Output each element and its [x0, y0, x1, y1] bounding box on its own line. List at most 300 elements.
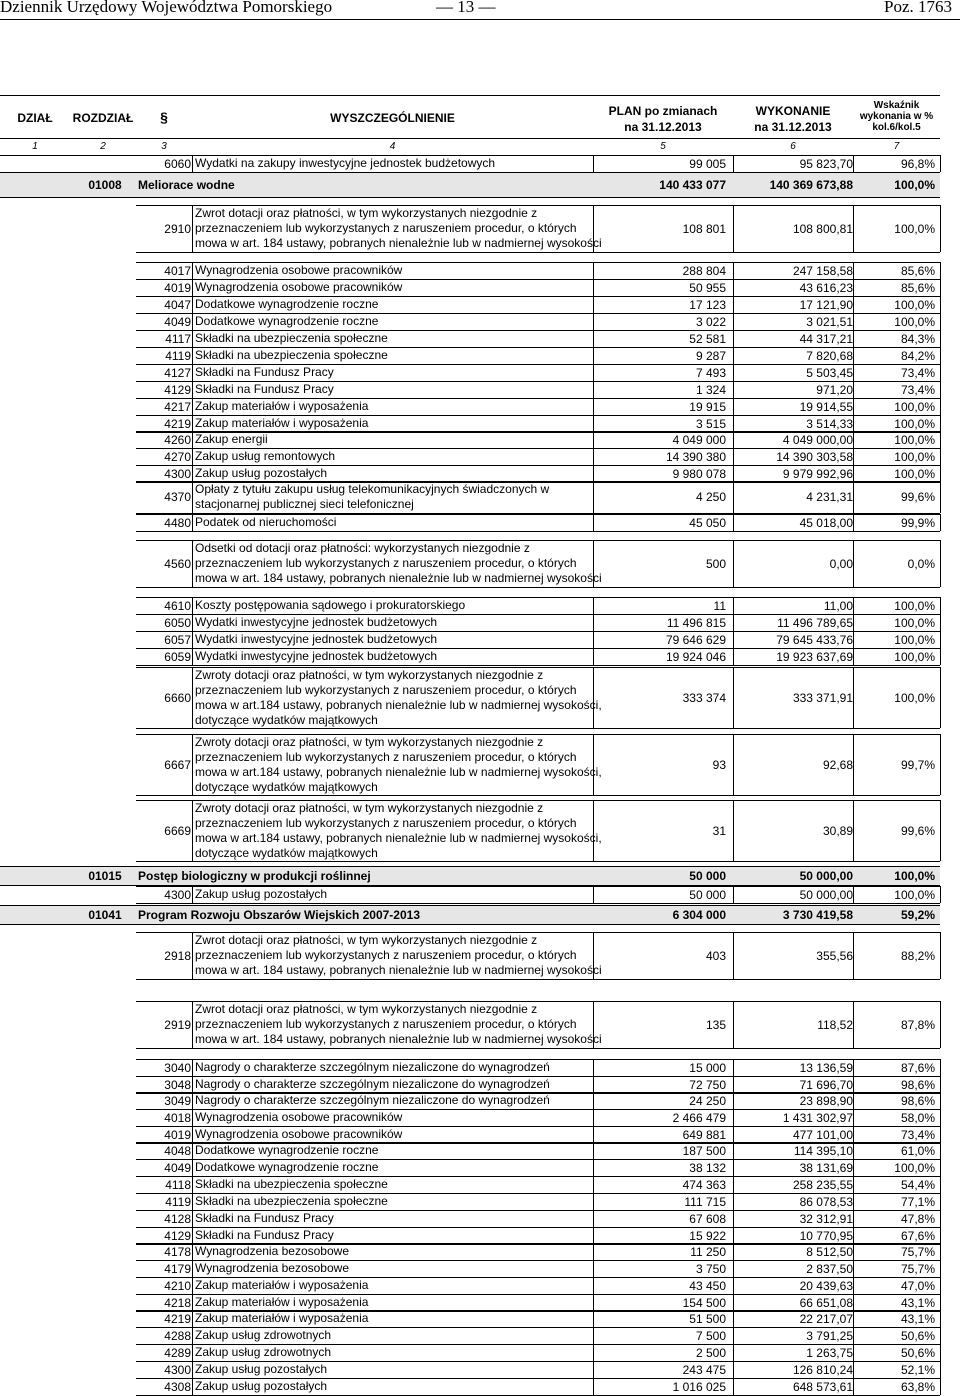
row-cell-divider: [192, 1176, 193, 1193]
execution-value: 45 018,00: [799, 516, 853, 530]
section-top-border: [0, 866, 940, 867]
row-cell-divider: [940, 347, 941, 364]
execution-percent: 43,1%: [900, 1312, 935, 1326]
section-pct: 100,0%: [894, 869, 935, 883]
row-cell-divider: [192, 296, 193, 313]
paragraph-code: 4129: [164, 1229, 191, 1243]
execution-percent: 73,4%: [900, 1128, 935, 1142]
col-number-3: 3: [161, 141, 167, 152]
execution-value: 3 021,51: [806, 315, 853, 329]
row-cell-divider: [192, 1277, 193, 1294]
row-cell-divider: [940, 279, 941, 296]
row-cell-divider: [192, 597, 193, 614]
paragraph-code: 4219: [164, 1312, 191, 1326]
row-cell-divider: [192, 155, 193, 172]
paragraph-code: 4047: [164, 298, 191, 312]
description-line: stacjonarnej publicznej sieci telefonicznej: [195, 497, 414, 511]
row-cell-divider: [192, 1193, 193, 1210]
execution-value: 477 101,00: [792, 1128, 853, 1142]
description-line: Nagrody o charakterze szczególnym niezaliczone do wynagrodzeń: [195, 1093, 550, 1107]
execution-value: 86 078,53: [799, 1195, 853, 1209]
row-cell-divider: [192, 932, 193, 979]
execution-percent: 100,0%: [894, 450, 935, 464]
paragraph-code: 4370: [164, 490, 191, 504]
col-header-wyk-1: WYKONANIE: [755, 104, 831, 118]
description-line: przeznaczeniem lub wykorzystanych z naruszeniem procedur, o których: [195, 750, 577, 764]
col-header-wsk-2: wykonania w %: [859, 111, 934, 122]
execution-percent: 100,0%: [894, 417, 935, 431]
row-cell-divider: [940, 330, 941, 347]
description-line: Składki na Fundusz Pracy: [195, 365, 334, 379]
execution-value: 38 131,69: [799, 1161, 853, 1175]
row-cell-divider: [940, 262, 941, 279]
description-line: Zakup materiałów i wyposażenia: [195, 416, 369, 430]
plan-value: 51 500: [689, 1312, 726, 1326]
row-cell-divider: [940, 448, 941, 465]
description-line: mowa w art.184 ustawy, pobranych nienależnie lub w nadmiernej wysokości,: [195, 831, 602, 845]
row-cell-divider: [940, 597, 941, 614]
paragraph-code: 4219: [164, 417, 191, 431]
execution-value: 1 431 302,97: [782, 1111, 853, 1125]
row-cell-divider: [192, 1159, 193, 1176]
row-cell-divider: [940, 1092, 941, 1109]
execution-value: 9 979 992,96: [782, 467, 853, 481]
section-wyk: 50 000,00: [799, 869, 853, 883]
description-line: Nagrody o charakterze szczególnym niezaliczone do wynagrodzeń: [195, 1077, 550, 1091]
execution-value: 247 158,58: [792, 264, 853, 278]
description-line: Zwrot dotacji oraz płatności, w tym wykorzystanych niezgodnie z: [195, 206, 538, 220]
execution-percent: 73,4%: [900, 366, 935, 380]
paragraph-code: 6050: [164, 616, 191, 630]
plan-value: 14 390 380: [665, 450, 726, 464]
plan-value: 11: [713, 599, 726, 613]
execution-percent: 99,9%: [900, 516, 935, 530]
execution-percent: 96,8%: [900, 157, 935, 171]
row-cell-divider: [940, 886, 941, 903]
execution-percent: 43,1%: [900, 1296, 935, 1310]
row-cell-divider: [940, 1193, 941, 1210]
description-line: Wydatki inwestycyjne jednostek budżetowych: [195, 615, 438, 629]
row-cell-divider: [192, 1361, 193, 1378]
section-plan: 140 433 077: [659, 178, 726, 192]
paragraph-code: 3040: [164, 1061, 191, 1075]
execution-value: 333 371,91: [792, 691, 853, 705]
execution-value: 71 696,70: [799, 1078, 853, 1092]
plan-value: 9 287: [695, 349, 726, 363]
paragraph-code: 3048: [164, 1078, 191, 1092]
paragraph-code: 4019: [164, 281, 191, 295]
row-cell-divider: [192, 465, 193, 482]
section-plan: 50 000: [689, 869, 726, 883]
row-cell-divider: [940, 1142, 941, 1159]
plan-value: 67 608: [689, 1212, 726, 1226]
section-code: 01008: [88, 178, 122, 192]
row-cell-divider: [192, 448, 193, 465]
execution-value: 22 217,07: [799, 1312, 853, 1326]
plan-value: 649 881: [682, 1128, 726, 1142]
execution-value: 126 810,24: [792, 1363, 853, 1377]
paragraph-code: 4178: [164, 1245, 191, 1259]
plan-value: 288 804: [682, 264, 726, 278]
row-cell-divider: [940, 667, 941, 728]
row-cell-divider: [192, 415, 193, 432]
plan-value: 43 450: [689, 1279, 726, 1293]
plan-value: 24 250: [689, 1094, 726, 1108]
header-separator: [0, 138, 940, 139]
paragraph-code: 4129: [164, 383, 191, 397]
table-top-border: [0, 95, 940, 96]
row-cell-divider: [192, 347, 193, 364]
row-cell-divider: [940, 631, 941, 648]
plan-value: 3 515: [695, 417, 726, 431]
paragraph-code: 4118: [165, 1178, 191, 1192]
row-cell-divider: [940, 481, 941, 513]
description-line: Zakup usług zdrowotnych: [195, 1345, 332, 1359]
row-cell-divider: [192, 205, 193, 252]
paragraph-code: 6057: [164, 633, 191, 647]
description-line: Odsetki od dotacji oraz płatności: wykorzystanych niezgodnie z: [195, 541, 530, 555]
row-cell-divider: [940, 415, 941, 432]
execution-percent: 100,0%: [894, 400, 935, 414]
description-line: Składki na ubezpieczenia społeczne: [195, 348, 388, 362]
execution-value: 258 235,55: [792, 1178, 853, 1192]
row-cell-divider: [192, 364, 193, 381]
row-cell-divider: [192, 1260, 193, 1277]
row-bottom-border: [136, 531, 940, 532]
description-line: Zakup energii: [195, 432, 268, 446]
paragraph-code: 4048: [164, 1144, 191, 1158]
plan-value: 243 475: [682, 1363, 726, 1377]
description-line: Zakup materiałów i wyposażenia: [195, 1295, 369, 1309]
col-header-opis: WYSZCZEGÓLNIENIE: [330, 111, 455, 125]
col-header-wsk-1: Wskaźnik: [873, 100, 920, 111]
plan-value: 9 980 078: [672, 467, 726, 481]
execution-value: 4 049 000,00: [782, 433, 853, 447]
execution-percent: 100,0%: [894, 599, 935, 613]
col-header-paragraph: §: [160, 109, 168, 125]
execution-percent: 87,6%: [900, 1061, 935, 1075]
execution-value: 355,56: [816, 949, 853, 963]
paragraph-code: 3049: [164, 1094, 191, 1108]
row-cell-divider: [192, 631, 193, 648]
paragraph-code: 4560: [164, 557, 191, 571]
section-top-border: [0, 905, 940, 906]
execution-value: 971,20: [816, 383, 853, 397]
col-number-4: 4: [389, 141, 396, 152]
description-line: Składki na Fundusz Pracy: [195, 382, 334, 396]
row-cell-divider: [192, 398, 193, 415]
row-cell-divider: [940, 1310, 941, 1327]
row-cell-divider: [192, 1294, 193, 1311]
row-cell-divider: [940, 932, 941, 979]
execution-value: 44 317,21: [799, 332, 853, 346]
paragraph-code: 4218: [164, 1296, 191, 1310]
execution-percent: 58,0%: [900, 1111, 935, 1125]
execution-value: 7 820,68: [806, 349, 853, 363]
plan-value: 19 915: [689, 400, 726, 414]
description-line: mowa w art.184 ustawy, pobranych nienależnie lub w nadmiernej wysokości,: [195, 765, 602, 779]
section-bottom-border: [0, 924, 940, 925]
description-line: Zwroty dotacji oraz płatności, w tym wykorzystanych niezgodnie z: [195, 735, 544, 749]
row-cell-divider: [192, 1142, 193, 1159]
execution-percent: 88,2%: [900, 949, 935, 963]
plan-value: 15 000: [689, 1061, 726, 1075]
execution-percent: 61,0%: [900, 1144, 935, 1158]
execution-value: 20 439,63: [799, 1279, 853, 1293]
description-line: Dodatkowe wynagrodzenie roczne: [195, 297, 379, 311]
plan-value: 79 646 629: [665, 633, 726, 647]
row-cell-divider: [192, 1109, 193, 1126]
plan-value: 1 016 025: [672, 1380, 726, 1394]
row-cell-divider: [940, 381, 941, 398]
plan-value: 17 123: [689, 298, 726, 312]
description-line: Składki na Fundusz Pracy: [195, 1211, 334, 1225]
execution-percent: 84,3%: [900, 332, 935, 346]
execution-percent: 84,2%: [900, 349, 935, 363]
row-bottom-border: [136, 903, 940, 904]
header-rule: [0, 19, 960, 20]
execution-percent: 100,0%: [894, 633, 935, 647]
plan-value: 15 922: [689, 1229, 726, 1243]
execution-value: 43 616,23: [799, 281, 853, 295]
execution-value: 19 923 637,69: [776, 650, 853, 664]
execution-percent: 47,0%: [900, 1279, 935, 1293]
row-cell-divider: [940, 1260, 941, 1277]
description-line: dotyczące wydatków majątkowych: [195, 780, 378, 794]
description-line: Zakup usług remontowych: [195, 449, 336, 463]
execution-value: 114 395,10: [793, 1144, 853, 1158]
plan-value: 7 493: [695, 366, 726, 380]
execution-percent: 85,6%: [900, 281, 935, 295]
section-title: Program Rozwoju Obszarów Wiejskich 2007-2013: [138, 908, 420, 922]
execution-value: 17 121,90: [799, 298, 853, 312]
row-cell-divider: [192, 667, 193, 728]
row-cell-divider: [192, 1310, 193, 1327]
paragraph-code: 4270: [164, 450, 191, 464]
row-cell-divider: [940, 1126, 941, 1143]
execution-percent: 100,0%: [894, 888, 935, 902]
description-line: mowa w art. 184 ustawy, pobranych nienależnie lub w nadmiernej wysokości: [195, 571, 602, 585]
description-line: Wynagrodzenia bezosobowe: [195, 1244, 349, 1258]
description-line: Wynagrodzenia osobowe pracowników: [195, 280, 403, 294]
section-code: 01015: [88, 869, 122, 883]
plan-value: 474 363: [682, 1178, 726, 1192]
description-line: mowa w art. 184 ustawy, pobranych nienależnie lub w nadmiernej wysokości: [195, 963, 602, 977]
row-cell-divider: [940, 1109, 941, 1126]
description-line: dotyczące wydatków majątkowych: [195, 713, 378, 727]
plan-value: 93: [712, 758, 726, 772]
description-line: Wynagrodzenia osobowe pracowników: [195, 1127, 403, 1141]
plan-value: 333 374: [682, 691, 726, 705]
execution-value: 118,52: [817, 1018, 853, 1032]
execution-percent: 87,8%: [900, 1018, 935, 1032]
page-header: [0, 0, 960, 20]
description-line: Zakup usług pozostałych: [195, 1362, 328, 1376]
description-line: Zwrot dotacji oraz płatności, w tym wykorzystanych niezgodnie z: [195, 933, 538, 947]
paragraph-code: 4260: [164, 433, 191, 447]
row-cell-divider: [940, 540, 941, 587]
execution-value: 2 837,50: [806, 1262, 853, 1276]
execution-value: 3 791,25: [806, 1329, 853, 1343]
execution-value: 648 573,61: [792, 1380, 853, 1394]
description-line: Zakup usług zdrowotnych: [195, 1328, 332, 1342]
execution-percent: 54,4%: [900, 1178, 935, 1192]
row-cell-divider: [940, 648, 941, 665]
description-line: Zakup materiałów i wyposażenia: [195, 1278, 369, 1292]
row-cell-divider: [192, 734, 193, 795]
paragraph-code: 4308: [164, 1380, 191, 1394]
description-line: Zakup usług pozostałych: [195, 466, 328, 480]
description-line: przeznaczeniem lub wykorzystanych z naruszeniem procedur, o których: [195, 1017, 577, 1031]
execution-percent: 98,6%: [900, 1078, 935, 1092]
execution-value: 19 914,55: [799, 400, 853, 414]
paragraph-code: 6060: [164, 157, 191, 171]
row-bottom-border: [136, 861, 940, 862]
execution-value: 92,68: [822, 758, 853, 772]
col-header-dzial: DZIAŁ: [17, 111, 53, 125]
execution-percent: 100,0%: [894, 315, 935, 329]
row-cell-divider: [940, 1277, 941, 1294]
description-line: Dodatkowe wynagrodzenie roczne: [195, 1160, 379, 1174]
row-cell-divider: [192, 381, 193, 398]
plan-value: 11 250: [690, 1245, 726, 1259]
row-cell-divider: [940, 296, 941, 313]
paragraph-code: 4128: [164, 1212, 191, 1226]
plan-value: 72 750: [689, 1078, 726, 1092]
description-line: Składki na Fundusz Pracy: [195, 1228, 334, 1242]
execution-percent: 98,6%: [900, 1094, 935, 1108]
plan-value: 7 500: [695, 1329, 726, 1343]
col-header-rozdzial: ROZDZIAŁ: [72, 111, 134, 125]
execution-value: 30,89: [822, 824, 853, 838]
execution-value: 108 800,81: [792, 222, 853, 236]
execution-value: 66 651,08: [799, 1296, 853, 1310]
plan-value: 50 000: [689, 888, 726, 902]
row-cell-divider: [192, 481, 193, 513]
row-cell-divider: [192, 262, 193, 279]
row-cell-divider: [192, 330, 193, 347]
description-line: Składki na ubezpieczenia społeczne: [195, 1194, 388, 1208]
execution-value: 23 898,90: [799, 1094, 853, 1108]
paragraph-code: 4017: [164, 264, 191, 278]
execution-percent: 63,8%: [900, 1380, 935, 1394]
paragraph-code: 4119: [165, 1195, 191, 1209]
row-cell-divider: [192, 614, 193, 631]
row-bottom-border: [136, 1048, 940, 1049]
description-line: Wydatki inwestycyjne jednostek budżetowych: [195, 649, 438, 663]
paragraph-code: 4119: [165, 349, 191, 363]
execution-value: 8 512,50: [806, 1245, 853, 1259]
row-cell-divider: [192, 1076, 193, 1093]
execution-value: 13 136,59: [799, 1061, 853, 1075]
description-line: przeznaczeniem lub wykorzystanych z naruszeniem procedur, o których: [195, 948, 577, 962]
execution-percent: 100,0%: [894, 616, 935, 630]
execution-percent: 85,6%: [900, 264, 935, 278]
paragraph-code: 4300: [164, 1363, 191, 1377]
row-cell-divider: [192, 1210, 193, 1227]
row-cell-divider: [192, 1126, 193, 1143]
paragraph-code: 4300: [164, 888, 191, 902]
page-number: — 13 —: [436, 0, 496, 16]
description-line: Wynagrodzenia osobowe pracowników: [195, 1110, 403, 1124]
execution-percent: 100,0%: [894, 1161, 935, 1175]
paragraph-code: 6660: [164, 691, 191, 705]
description-line: Wynagrodzenia osobowe pracowników: [195, 263, 403, 277]
execution-value: 10 770,95: [799, 1229, 853, 1243]
paragraph-code: 4049: [164, 315, 191, 329]
execution-percent: 100,0%: [894, 650, 935, 664]
execution-percent: 99,7%: [900, 758, 935, 772]
description-line: Zakup materiałów i wyposażenia: [195, 399, 369, 413]
description-line: Nagrody o charakterze szczególnym niezaliczone do wynagrodzeń: [195, 1060, 550, 1074]
plan-value: 403: [705, 949, 726, 963]
plan-value: 1 324: [695, 383, 726, 397]
plan-value: 2 466 479: [672, 1111, 726, 1125]
plan-value: 45 050: [689, 516, 726, 530]
execution-value: 5 503,45: [806, 366, 853, 380]
description-line: Dodatkowe wynagrodzenie roczne: [195, 314, 379, 328]
execution-percent: 99,6%: [900, 490, 935, 504]
paragraph-code: 4179: [164, 1262, 191, 1276]
row-cell-divider: [940, 1001, 941, 1048]
col-number-1: 1: [32, 141, 38, 152]
description-line: dotyczące wydatków majątkowych: [195, 846, 378, 860]
row-cell-divider: [192, 431, 193, 448]
description-line: przeznaczeniem lub wykorzystanych z naruszeniem procedur, o których: [195, 683, 577, 697]
execution-value: 32 312,91: [799, 1212, 853, 1226]
section-wyk: 140 369 673,88: [769, 178, 853, 192]
description-line: Składki na ubezpieczenia społeczne: [195, 1177, 388, 1191]
description-line: Zakup usług pozostałych: [195, 1379, 328, 1393]
paragraph-code: 4217: [164, 400, 191, 414]
row-cell-divider: [192, 648, 193, 665]
description-line: Koszty postępowania sądowego i prokuratorskiego: [195, 598, 466, 612]
description-line: mowa w art. 184 ustawy, pobranych nienależnie lub w nadmiernej wysokości: [195, 236, 602, 250]
row-cell-divider: [940, 514, 941, 531]
plan-value: 19 924 046: [665, 650, 726, 664]
col-header-wyk-2: na 31.12.2013: [754, 120, 832, 134]
execution-value: 95 823,70: [799, 157, 853, 171]
row-bottom-border: [136, 665, 940, 666]
paragraph-code: 4289: [164, 1346, 191, 1360]
paragraph-code: 4018: [164, 1111, 191, 1125]
description-line: Składki na ubezpieczenia społeczne: [195, 331, 388, 345]
row-cell-divider: [940, 734, 941, 795]
row-cell-divider: [940, 800, 941, 861]
execution-value: 3 514,33: [806, 417, 853, 431]
description-line: przeznaczeniem lub wykorzystanych z naruszeniem procedur, o których: [195, 221, 577, 235]
execution-percent: 50,6%: [900, 1346, 935, 1360]
plan-value: 50 955: [689, 281, 726, 295]
plan-value: 111 715: [684, 1195, 726, 1209]
plan-value: 135: [705, 1018, 726, 1032]
execution-percent: 75,7%: [900, 1245, 935, 1259]
execution-percent: 100,0%: [894, 691, 935, 705]
execution-value: 11 496 789,65: [777, 616, 853, 630]
journal-title: Dziennik Urzędowy Województwa Pomorskiego: [0, 0, 333, 16]
row-cell-divider: [192, 1243, 193, 1260]
row-bottom-border: [136, 979, 940, 980]
paragraph-code: 4610: [164, 599, 191, 613]
row-cell-divider: [192, 1344, 193, 1361]
row-bottom-border: [136, 587, 940, 588]
plan-value: 154 500: [682, 1296, 726, 1310]
paragraph-code: 6669: [164, 824, 191, 838]
description-line: przeznaczeniem lub wykorzystanych z naruszeniem procedur, o których: [195, 816, 577, 830]
row-cell-divider: [192, 886, 193, 903]
section-code: 01041: [88, 908, 122, 922]
paragraph-code: 4117: [165, 332, 191, 346]
